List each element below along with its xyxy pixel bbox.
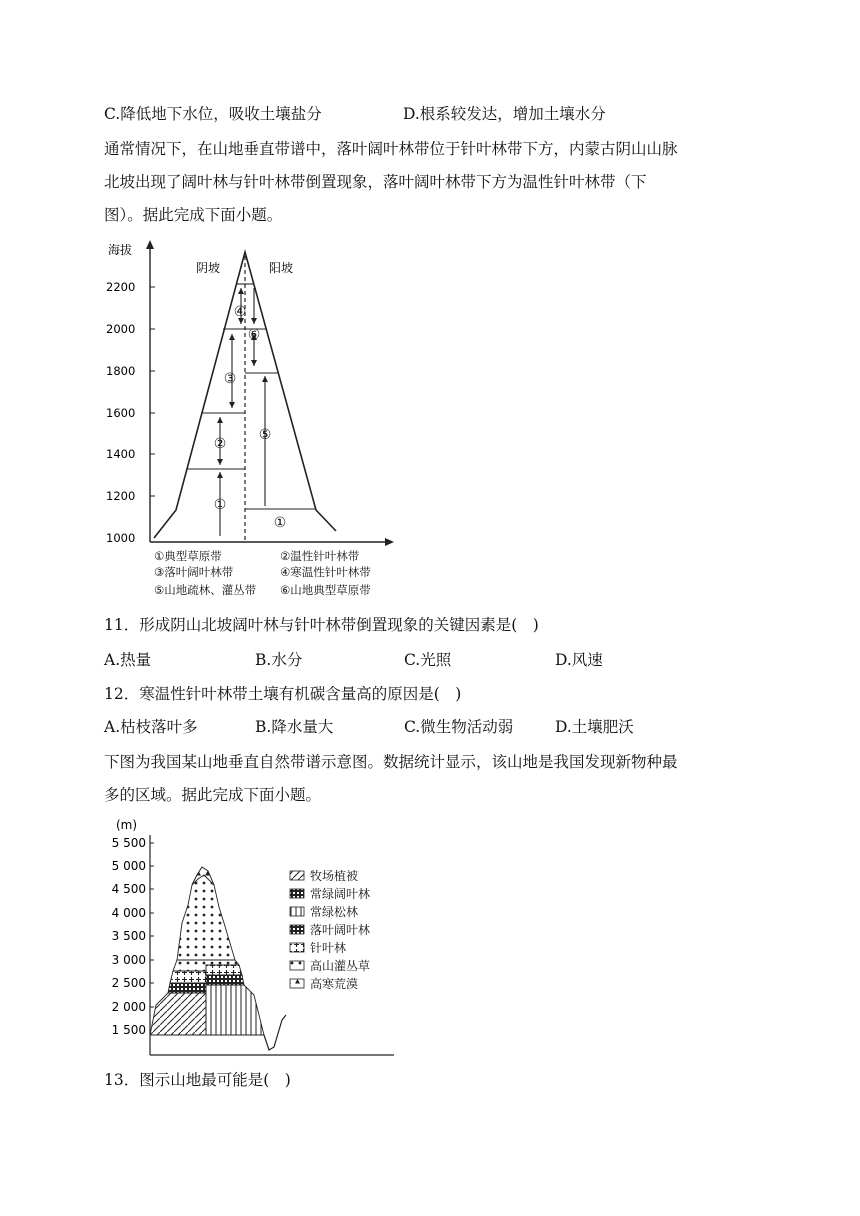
- y-tick: 3 000: [111, 953, 146, 967]
- y-tick: 2 000: [111, 1000, 146, 1014]
- figure-mountain-zones: [104, 815, 404, 1060]
- y-tick: 2000: [106, 322, 136, 336]
- legend-item: ⑤山地疏林、灌丛带: [154, 583, 257, 597]
- legend-item: 针叶林: [310, 941, 347, 955]
- q12-stem: 12．寒温性针叶林带土壤有机碳含量高的原因是( ): [104, 685, 462, 703]
- q12-option-d[interactable]: D.土壤肥沃: [555, 718, 634, 736]
- zone-marker-left-2: ②: [213, 436, 227, 452]
- y-axis-title: 海拔: [108, 243, 133, 257]
- passage2-line-1: 下图为我国某山地垂直自然带谱示意图。数据统计显示，该山地是我国发现新物种最: [104, 753, 678, 771]
- label-sunny-slope: 阳坡: [269, 261, 294, 275]
- legend-item: 常绿阔叶林: [310, 887, 371, 901]
- q11-option-a[interactable]: A.热量: [104, 651, 152, 669]
- passage1-line-2: 北坡出现了阔叶林与针叶林带倒置现象，落叶阔叶林带下方为温性针叶林带（下: [104, 173, 647, 191]
- y-tick: 5 500: [111, 836, 146, 850]
- q11-stem: 11．形成阴山北坡阔叶林与针叶林带倒置现象的关键因素是( ): [104, 616, 539, 634]
- option-d-prev: D.根系较发达，增加土壤水分: [403, 105, 606, 123]
- legend-item: ④寒温性针叶林带: [280, 565, 371, 579]
- passage2-line-2: 多的区域。据此完成下面小题。: [104, 786, 322, 804]
- y-tick: 2 500: [111, 976, 146, 990]
- legend-item: 落叶阔叶林: [310, 923, 371, 937]
- zone-marker-right-6: ⑥: [247, 327, 261, 343]
- y-tick: 1800: [106, 364, 136, 378]
- q11-option-b[interactable]: B.水分: [255, 651, 303, 669]
- figure-yinshan-zones: [104, 236, 404, 581]
- legend-item: 牧场植被: [310, 869, 359, 883]
- legend-item: 高山灌丛草: [310, 959, 371, 973]
- q12-option-c[interactable]: C.微生物活动弱: [404, 718, 514, 736]
- passage1-line-3: 图）。据此完成下面小题。: [104, 206, 283, 224]
- y-tick: 1000: [106, 531, 136, 545]
- q12-option-a[interactable]: A.枯枝落叶多: [104, 718, 198, 736]
- zone-marker-left-1: ①: [213, 497, 227, 513]
- legend-item: ⑥山地典型草原带: [280, 583, 371, 597]
- y-tick: 4 000: [111, 906, 146, 920]
- y-tick: 1600: [106, 406, 136, 420]
- legend-item: 常绿松林: [310, 905, 359, 919]
- legend-item: 高寒荒漠: [310, 977, 359, 991]
- option-c-prev: C.降低地下水位，吸收土壤盐分: [104, 105, 322, 123]
- zone-marker-left-4: ④: [233, 304, 247, 320]
- y-tick: 3 500: [111, 929, 146, 943]
- zone-marker-right-5: ⑤: [258, 427, 272, 443]
- y-tick: 1400: [106, 447, 136, 461]
- passage1-line-1: 通常情况下，在山地垂直带谱中，落叶阔叶林带位于针叶林带下方，内蒙古阴山山脉: [104, 140, 678, 158]
- q13-stem: 13．图示山地最可能是( ): [104, 1071, 291, 1089]
- zone-marker-right-1: ①: [273, 515, 287, 531]
- q12-option-b[interactable]: B.降水量大: [255, 718, 334, 736]
- y-tick: 1200: [106, 489, 136, 503]
- zone-marker-left-3: ③: [223, 371, 237, 387]
- legend-item: ②温性针叶林带: [280, 549, 360, 563]
- y-tick: 5 000: [111, 859, 146, 873]
- y-tick: 4 500: [111, 882, 146, 896]
- legend-item: ①典型草原带: [154, 549, 222, 563]
- y-tick: 1 500: [111, 1023, 146, 1037]
- figure-yinshan-legend-extra: [104, 581, 404, 601]
- label-shady-slope: 阴坡: [196, 261, 221, 275]
- unit-label: (m): [116, 818, 138, 832]
- y-tick: 2200: [106, 280, 136, 294]
- q11-option-d[interactable]: D.风速: [555, 651, 603, 669]
- legend-item: ③落叶阔叶林带: [154, 565, 234, 579]
- q11-option-c[interactable]: C.光照: [404, 651, 452, 669]
